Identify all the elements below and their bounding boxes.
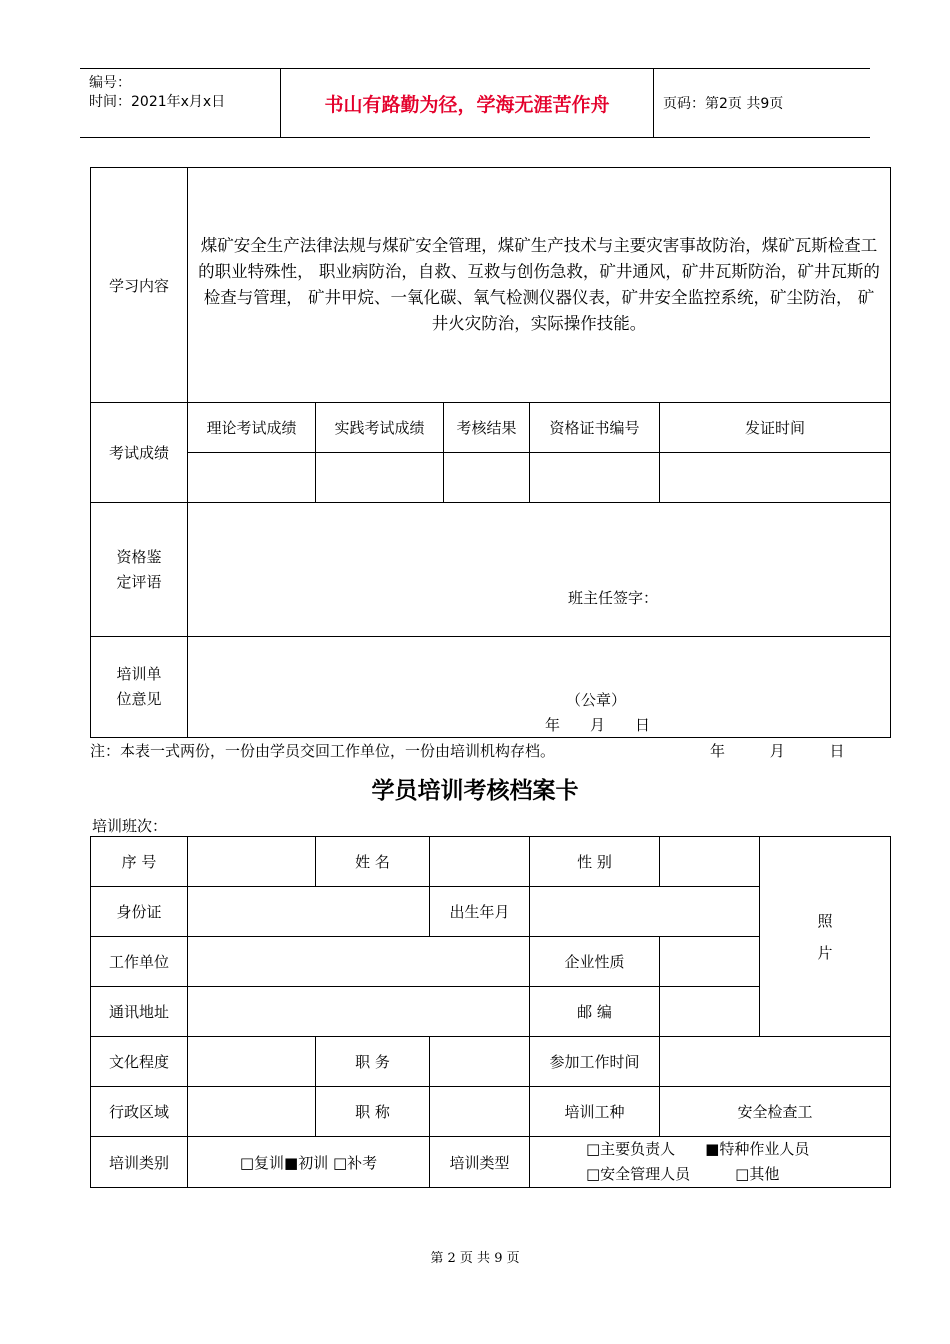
photo-label-line-1: 照 [817,911,833,930]
motto: 书山有路勤为径，学海无涯苦作舟 [280,69,654,137]
gender-cell[interactable] [660,837,760,887]
trade-value: 安全检查工 [660,1087,891,1137]
note-date: 年 月 日 [710,742,845,760]
unit-opinion-cell[interactable] [188,637,891,738]
unit-opinion-label-line-1: 培训单 [116,665,162,683]
title-label: 职 称 [316,1087,430,1137]
assessment-result-header: 考核结果 [444,403,530,453]
work-start-label: 参加工作时间 [530,1037,660,1087]
unit-opinion-label [91,637,188,738]
trade-label: 培训工种 [530,1087,660,1137]
unit-opinion-label-line-2: 位意见 [116,690,162,708]
issue-date-header: 发证时间 [660,403,891,453]
birth-date-cell[interactable] [530,887,760,937]
category-label: 培训类别 [91,1137,188,1188]
page-footer: 第 2 页 共 9 页 [430,1251,520,1266]
company-type-cell[interactable] [660,937,760,987]
appraisal-cell[interactable] [188,503,891,637]
work-unit-cell[interactable] [188,937,530,987]
number-label: 编号： [89,75,131,91]
head-teacher-signature: 班主任签字： [568,589,659,607]
address-label: 通讯地址 [91,987,188,1037]
page-info: 页码：第2页 共9页 [663,96,784,112]
region-label: 行政区域 [91,1087,188,1137]
theory-score-cell[interactable] [188,453,316,503]
practice-score-header: 实践考试成绩 [316,403,444,453]
date-label: 时间：2021年x月x日 [89,94,226,110]
seal-date: 年 月 日 [545,716,651,734]
official-seal: （公章） [566,691,627,709]
photo-cell[interactable] [760,837,891,1037]
work-unit-label: 工作单位 [91,937,188,987]
serial-cell[interactable] [188,837,316,887]
birth-date-label: 出生年月 [430,887,530,937]
type-options[interactable] [530,1137,891,1188]
position-cell[interactable] [430,1037,530,1087]
type-label: 培训类型 [430,1137,530,1188]
page-header [80,68,870,138]
exam-score-label: 考试成绩 [91,403,188,503]
study-content: 煤矿安全生产法律法规与煤矿安全管理，煤矿生产技术与主要灾害事故防治，煤矿瓦斯检查工的职业特殊性， 职业病防治，自救、互救与创伤急救，矿井通风，矿井瓦斯防治，矿井瓦斯的检查与管理， 矿井甲烷、一氧化碳、氧气检测仪器仪表，矿井安全监控系统，矿尘防治， 矿井火灾防治，实际操作技能。 [188,168,891,403]
header-left [80,69,280,137]
certificate-number-cell[interactable] [530,453,660,503]
serial-label: 序 号 [91,837,188,887]
name-cell[interactable] [430,837,530,887]
theory-score-header: 理论考试成绩 [188,403,316,453]
postcode-label: 邮 编 [530,987,660,1037]
training-record-table [90,167,891,738]
type-options-line-2[interactable]: □安全管理人员 □其他 [586,1165,780,1183]
appraisal-label-line-1: 资格鉴 [116,547,162,566]
category-options[interactable]: □复训■初训 □补考 [188,1137,430,1188]
study-content-label: 学习内容 [91,168,188,403]
id-card-label: 身份证 [91,887,188,937]
type-options-line-1[interactable]: □主要负责人 ■特种作业人员 [586,1140,810,1158]
note-text: 注：本表一式两份，一份由学员交回工作单位，一份由培训机构存档。 [90,742,556,760]
archive-card-table [90,836,891,1188]
assessment-result-cell[interactable] [444,453,530,503]
appraisal-label-line-2: 定评语 [116,572,162,591]
photo-label-line-2: 片 [817,943,833,962]
education-label: 文化程度 [91,1037,188,1087]
address-cell[interactable] [188,987,530,1037]
card-title: 学员培训考核档案卡 [371,777,579,804]
postcode-cell[interactable] [660,987,760,1037]
company-type-label: 企业性质 [530,937,660,987]
region-cell[interactable] [188,1087,316,1137]
table-note [90,740,890,761]
education-cell[interactable] [188,1037,316,1087]
work-start-cell[interactable] [660,1037,891,1087]
name-label: 姓 名 [316,837,430,887]
practice-score-cell[interactable] [316,453,444,503]
training-class-label: 培训班次： [92,817,168,835]
certificate-number-header: 资格证书编号 [530,403,660,453]
issue-date-cell[interactable] [660,453,891,503]
appraisal-label [91,503,188,637]
gender-label: 性 别 [530,837,660,887]
id-card-cell[interactable] [188,887,430,937]
title-cell[interactable] [430,1087,530,1137]
position-label: 职 务 [316,1037,430,1087]
